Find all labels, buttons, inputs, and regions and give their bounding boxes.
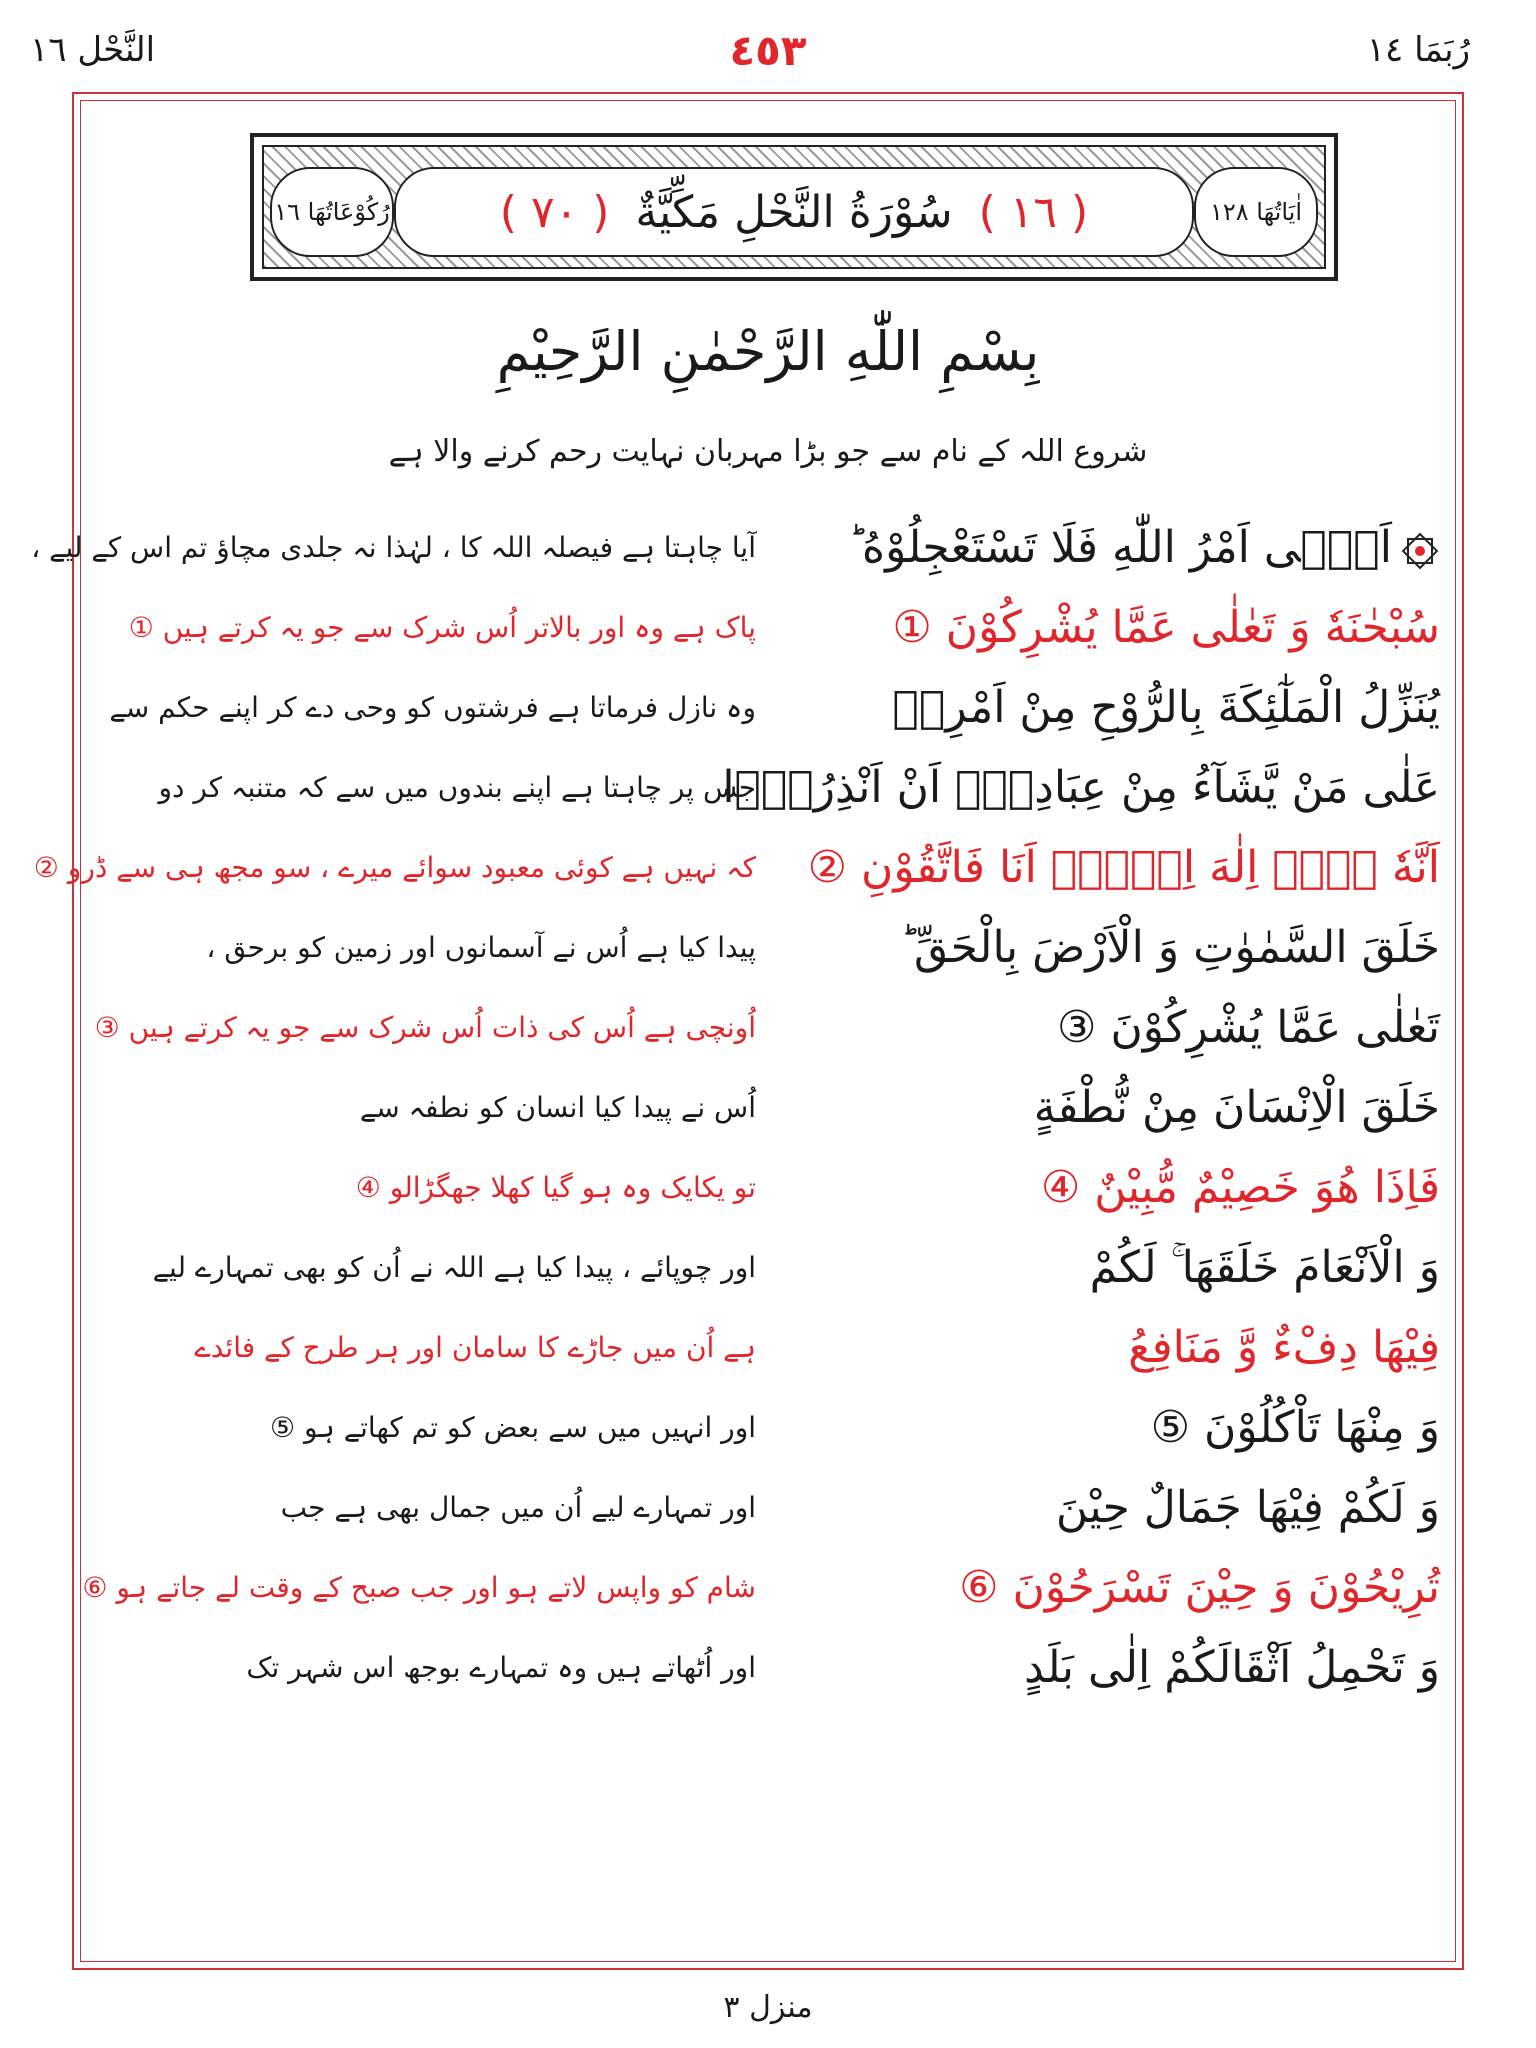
bismillah-translation: شروع اللہ کے نام سے جو بڑا مہربان نہایت رحم کرنے والا ہے xyxy=(388,434,1148,469)
arabic-text: سُبْحٰنَهٗ وَ تَعٰلٰى عَمَّا يُشْرِكُوْنَ ① xyxy=(892,602,1440,653)
verse-line xyxy=(96,1308,1440,1388)
surah-banner xyxy=(250,133,1338,281)
urdu-translation: تو یکایک وہ ہو گیا کھلا جھگڑالو ④ xyxy=(355,1171,756,1204)
surah-name: سُوْرَةُ النَّحْلِ مَكِّيَّةٌ xyxy=(635,186,953,238)
juz-label: رُبَمَا ١٤ xyxy=(1366,30,1470,70)
verse-line xyxy=(96,1628,1440,1708)
arabic-text: فِيْهَا دِفْءٌ وَّ مَنَافِعُ xyxy=(1128,1322,1440,1373)
urdu-translation: اور چوپائے ، پیدا کیا ہے اللہ نے اُن کو بھی تمہارے لیے xyxy=(152,1251,756,1284)
verse-line xyxy=(82,1548,1440,1628)
arabic-text: عَلٰى مَنْ يَّشَآءُ مِنْ عِبَادِهٖۤ اَنْ اَنْذِرُوْۤا xyxy=(722,762,1440,813)
arabic-text xyxy=(800,508,1440,588)
verse-line xyxy=(96,1388,1440,1468)
arabic-text: تَعٰلٰى عَمَّا يُشْرِكُوْنَ ③ xyxy=(1057,1002,1440,1053)
verse-line xyxy=(96,908,1440,988)
ruku-count-cartouche xyxy=(270,167,394,257)
verse-line xyxy=(96,748,1440,828)
arabic-text: اَنَّهٗ لَاۤ اِلٰهَ اِلَّاۤ اَنَا فَاتَّقُوْنِ ② xyxy=(807,842,1440,893)
verse-line xyxy=(96,1228,1440,1308)
urdu-translation: شام کو واپس لاتے ہو اور جب صبح کے وقت لے جاتے ہو ⑥ xyxy=(82,1571,756,1604)
urdu-translation: اور تمہارے لیے اُن میں جمال بھی ہے جب xyxy=(280,1491,756,1524)
urdu-translation: کہ نہیں ہے کوئی معبود سوائے میرے ، سو مجھ ہی سے ڈرو ② xyxy=(33,851,756,884)
urdu-translation: آیا چاہتا ہے فیصلہ اللہ کا ، لہٰذا نہ جلدی مچاؤ تم اس کے لیے ، xyxy=(31,531,756,564)
urdu-translation: اور اُٹھاتے ہیں وہ تمہارے بوجھ اس شہر تک xyxy=(246,1651,756,1684)
verse-line xyxy=(96,988,1440,1068)
verse-line xyxy=(33,828,1440,908)
rub-el-hizb-icon xyxy=(1400,531,1440,571)
urdu-translation: پیدا کیا ہے اُس نے آسمانوں اور زمین کو برحق ، xyxy=(206,931,756,964)
surah-short-label: النَّحْل ١٦ xyxy=(30,30,156,70)
ayat-count-cartouche xyxy=(1194,167,1318,257)
revelation-order: ( ٧٠ ) xyxy=(499,186,610,238)
bismillah: بِسْمِ اللّٰهِ الرَّحْمٰنِ الرَّحِيْمِ xyxy=(496,320,1040,383)
ruku-count: رُكُوْعَاتُهَا ١٦ xyxy=(274,198,390,226)
page-number: ٤٥٣ xyxy=(729,26,807,75)
arabic-text: وَ تَحْمِلُ اَثْقَالَكُمْ اِلٰى بَلَدٍ xyxy=(1024,1642,1440,1693)
verse-line xyxy=(96,1068,1440,1148)
arabic-text: فَاِذَا هُوَ خَصِيْمٌ مُّبِيْنٌ ④ xyxy=(1040,1162,1440,1213)
ayat-count: اٰیَاتُهَا ١٢٨ xyxy=(1210,198,1303,226)
urdu-translation: پاک ہے وہ اور بالاتر اُس شرک سے جو یہ کرتے ہیں ① xyxy=(128,611,756,644)
manzil-footer: منزل ٣ xyxy=(723,1990,813,2025)
urdu-translation: ہے اُن میں جاڑے کا سامان اور ہر طرح کے فائدے xyxy=(194,1331,756,1364)
verse-line xyxy=(31,508,1440,588)
arabic-line: اَتٰۤى اَمْرُ اللّٰهِ فَلَا تَسْتَعْجِلُوْهُ ؕ xyxy=(848,522,1392,573)
urdu-translation: اور انہیں میں سے بعض کو تم کھاتے ہو ⑤ xyxy=(269,1411,756,1444)
surah-title-box xyxy=(394,167,1194,257)
arabic-text: يُنَزِّلُ الْمَلٰٓئِكَةَ بِالرُّوْحِ مِنْ اَمْرِهٖ xyxy=(892,682,1440,733)
verse-line xyxy=(96,1468,1440,1548)
verse-lines xyxy=(31,508,1440,1708)
verse-line xyxy=(96,668,1440,748)
surah-number: ( ١٦ ) xyxy=(978,186,1089,238)
urdu-translation: وہ نازل فرماتا ہے فرشتوں کو وحی دے کر اپنے حکم سے xyxy=(109,691,756,724)
urdu-translation: اُس نے پیدا کیا انسان کو نطفہ سے xyxy=(359,1091,756,1124)
urdu-translation: جس پر چاہتا ہے اپنے بندوں میں سے کہ متنبہ کر دو xyxy=(158,771,756,804)
arabic-text: خَلَقَ السَّمٰوٰتِ وَ الْاَرْضَ بِالْحَقِّ ؕ xyxy=(899,922,1440,973)
arabic-text: وَ مِنْهَا تَاْكُلُوْنَ ⑤ xyxy=(1150,1402,1440,1453)
arabic-text: تُرِيْحُوْنَ وَ حِيْنَ تَسْرَحُوْنَ ⑥ xyxy=(959,1562,1440,1613)
arabic-text: وَ لَكُمْ فِيْهَا جَمَالٌ حِيْنَ xyxy=(1055,1482,1440,1533)
arabic-text: خَلَقَ الْاِنْسَانَ مِنْ نُّطْفَةٍ xyxy=(1033,1082,1440,1133)
urdu-translation: اُونچی ہے اُس کی ذات اُس شرک سے جو یہ کرتے ہیں ③ xyxy=(94,1011,756,1044)
verse-line xyxy=(96,588,1440,668)
arabic-text: وَ الْاَنْعَامَ خَلَقَهَا ۚ لَكُمْ xyxy=(1089,1242,1440,1293)
verse-line xyxy=(96,1148,1440,1228)
